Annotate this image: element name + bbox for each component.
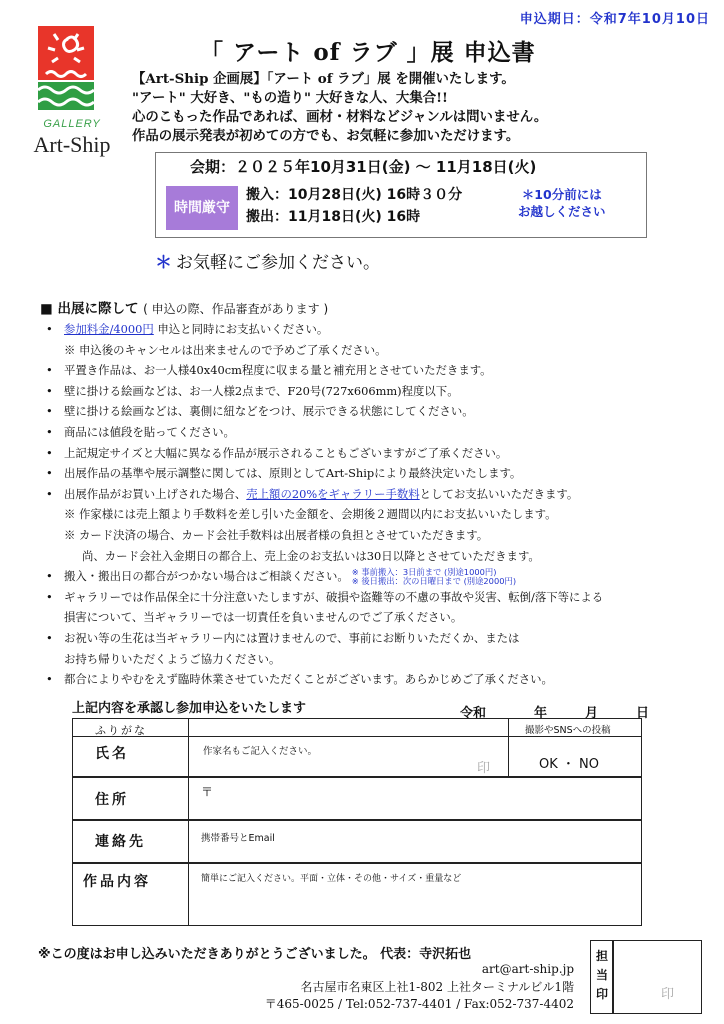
date-day: 日 [636, 706, 650, 721]
name-input[interactable] [189, 737, 507, 776]
rule-item: • 壁に掛ける絵画などは、裏側に紐などをつけ、展示できる状態にしてください。 [44, 401, 720, 422]
rule-continuation: お持ち帰りいただくようご協力ください。 [64, 651, 281, 666]
furigana-input[interactable] [189, 719, 507, 736]
application-form [72, 718, 642, 926]
section-heading [40, 297, 328, 317]
contact-address: 名古屋市名東区上社1-802 上社ターミナルビル1階 [300, 979, 574, 994]
rule-item [44, 484, 720, 505]
rule-item: • ギャラリーでは作品保全に十分注意いたしますが、破損や盗難等の不慮の事故や災害、転倒/落下等による [44, 587, 720, 608]
carry-in-time: 搬入：10月28日(火) 16時３０分 [246, 187, 463, 203]
intro-line: "アート" 大好き、"もの造り" 大好きな人、大集合!! [132, 90, 448, 106]
rule-note: ※ 作家様には売上額より手数料を差し引いた金額を、会期後２週間以内にお支払いいたします。 [64, 507, 557, 522]
contact-hint: 携帯番号とEmail [201, 833, 275, 844]
page-title: 「 アート of ラブ 」展 申込書 [200, 39, 536, 66]
carry-fee-note: ※ 事前搬入：3日前まで (別途1000円) [351, 566, 497, 577]
rule-item: • 上記規定サイズと大幅に異なる作品が展示されることもございますがご了承ください。 [44, 443, 720, 464]
welcome-text: お気軽にご参加ください。 [176, 253, 380, 273]
rule-note: ※ 申込後のキャンセルは出来ませんので予めご了承ください。 [64, 342, 387, 357]
postal-mark: 〒 [201, 785, 214, 799]
carry-fee-note: ※ 後日搬出：次の日曜日まで (別途2000円) [351, 576, 517, 587]
logo-name-text: Art-Ship [33, 132, 111, 157]
work-hint: 簡単にご記入ください。平面・立体・その他・サイズ・重量など [201, 874, 462, 884]
rule-item: • お祝い等の生花は当ギャラリー内には置けませんので、事前にお断りいただくか、または [44, 628, 720, 649]
contact-info [265, 961, 574, 1014]
intro-line: 作品の展示発表が初めての方でも、お気軽に参加いただけます。 [132, 128, 520, 144]
date-era: 令和 [460, 706, 487, 721]
rule-text: 出展作品がお買い上げされた場合、 [64, 486, 247, 501]
strict-time-badge: 時間厳守 [166, 186, 238, 230]
rule-text: 搬入・搬出日の都合がつかない場合はご相談ください。 [64, 569, 349, 584]
art-ship-logo-icon [38, 26, 94, 110]
commission-text: 売上額の20%をギャラリー手数料 [246, 486, 420, 501]
date-month: 月 [585, 706, 599, 721]
logo-gallery-text: GALLERY [43, 118, 101, 130]
sns-permission-label: 撮影やSNSへの投稿 [525, 725, 611, 736]
thanks-message: ※この度はお申し込みいただきありがとうございました。 代表：寺沢拓也 [38, 947, 472, 962]
carry-out-time: 搬出：11月18日(火) 16時 [246, 209, 421, 225]
rule-item: • 壁に掛ける絵画などは、お一人様2点まで、F20号(727x606mm)程度以下。 [44, 381, 720, 402]
rule-item: • 商品には値段を貼ってください。 [44, 422, 720, 443]
section-heading-sub: ( 申込の際、作品審査があります ) [143, 302, 329, 316]
carry-schedule [246, 184, 462, 228]
contact-email: art@art-ship.jp [481, 962, 574, 976]
sns-ok-no-option[interactable]: OK ・ NO [539, 757, 599, 772]
intro-text [132, 70, 722, 146]
arrival-note [518, 186, 606, 220]
rule-item [44, 566, 720, 587]
name-hint: 作家名もご記入ください。 [203, 746, 318, 757]
session-period: 会期：２０２５年10月31日(金) ～ 11月18日(火) [190, 158, 537, 176]
acceptance-statement: 上記内容を承認し参加申込をいたします [72, 701, 307, 716]
address-input[interactable] [189, 777, 641, 819]
gallery-logo [22, 26, 122, 160]
carry-fee-notes [352, 568, 516, 587]
welcome-message [155, 248, 380, 273]
rule-note: ※ カード決済の場合、カード会社手数料は出展者様の負担とさせていただきます。 [64, 527, 489, 542]
name-seal-mark: 印 [477, 761, 491, 776]
intro-line: 【Art-Ship 企画展】「アート of ラブ」展 を開催いたします。 [132, 71, 515, 87]
contact-phone: 〒465-0025 / Tel:052-737-4401 / Fax:052-737-4402 [264, 997, 574, 1011]
contact-label: 連絡先 [95, 834, 146, 850]
rule-item: • 都合によりやむをえず臨時休業させていただくことがございます。あらかじめご了承ください。 [44, 669, 720, 690]
arrival-note-line: お越しください [518, 204, 606, 219]
rule-note: 尚、カード会社入金期日の都合上、売上金のお支払いは30日以降とさせていただきます。 [82, 548, 540, 563]
arrival-note-line: ＊10分前には [521, 187, 602, 202]
session-box [155, 152, 647, 238]
rules-list [44, 319, 720, 690]
rule-item: • 平置き作品は、お一人様40x40cm程度に収まる量と補充用とさせていただきます。 [44, 360, 720, 381]
address-label: 住所 [95, 792, 129, 808]
section-heading-text: ■ 出展に際して [40, 301, 139, 317]
name-label: 氏名 [95, 746, 129, 762]
application-deadline: 申込期日：令和7年10月10日 [519, 12, 710, 27]
rule-item [44, 319, 720, 340]
rule-text: 申込と同時にお支払いください。 [153, 322, 329, 336]
work-input[interactable] [189, 863, 641, 925]
fee-text: 参加料金/4000円 [64, 322, 154, 336]
furigana-label: ふりがな [95, 724, 147, 737]
date-year: 年 [534, 706, 548, 721]
rule-continuation: 損害について、当ギャラリーでは一切責任を負いませんのでご了承ください。 [64, 610, 463, 625]
staff-seal-mark: 印 [661, 987, 675, 1002]
staff-seal-label: 担当印 [595, 949, 608, 1001]
rule-text: としてお支払いいただきます。 [419, 486, 579, 501]
intro-line: 心のこもった作品であれば、画材・材料などジャンルは問いません。 [132, 109, 548, 125]
work-label: 作品内容 [83, 874, 151, 890]
contact-input[interactable] [189, 820, 641, 862]
rule-item: • 出展作品の基準や展示調整に関しては、原則としてArt-Shipにより最終決定いたします。 [44, 463, 720, 484]
staff-seal-box [590, 940, 702, 1014]
star-mark: ＊ [155, 253, 172, 273]
